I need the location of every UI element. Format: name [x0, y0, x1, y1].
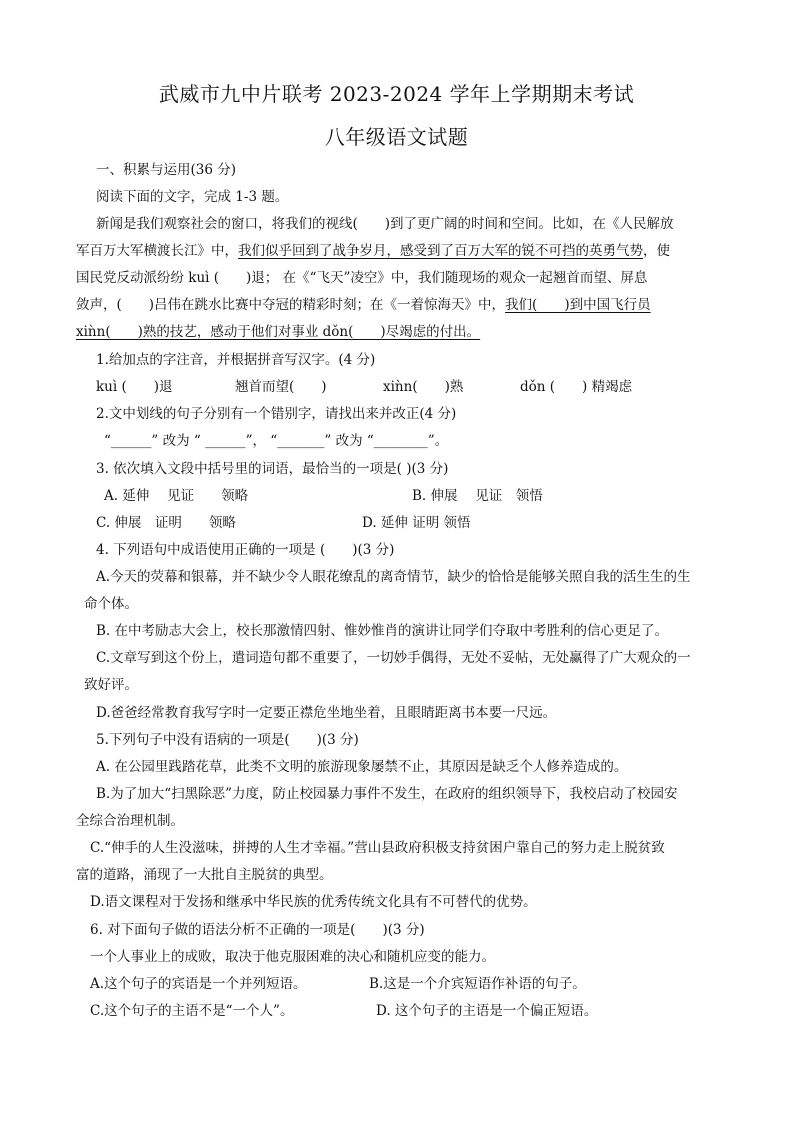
passage-text: 军百万大军横渡长江》中，	[76, 243, 238, 259]
question-3-option-d: D. 延伸 证明 领悟	[362, 515, 471, 531]
question-6-option-b: B.这是一个介宾短语作补语的句子。	[369, 976, 586, 992]
section-instruction: 阅读下面的文字，完成 1-3 题。	[96, 189, 289, 205]
question-3-option-b: B. 伸展 见证 领悟	[412, 488, 543, 504]
question-5-option-d: D.语文课程对于发扬和继承中华民族的优秀传统文化具有不可替代的优势。	[90, 894, 537, 910]
question-5-stem: 5.下列句子中没有语病的一项是( )(3 分)	[96, 732, 359, 748]
question-6-option-a: A.这个句子的宾语是一个并列短语。	[90, 976, 307, 992]
question-5-option-c-cont: 富的道路，涌现了一大批自主脱贫的典型。	[76, 867, 333, 883]
passage-line-5: xiǹn( )熟的技艺，感动于他们对事业 dǒn( )尽竭虑的付出。	[76, 324, 481, 340]
exam-title: 武威市九中片联考 2023-2024 学年上学期期末考试	[158, 82, 635, 106]
question-1-stem: 1.给加点的字注音，并根据拼音写汉字。(4 分)	[96, 352, 376, 368]
question-1-item: 翘首而望( )	[235, 379, 327, 395]
passage-text: 敛声，( )吕伟在跳水比赛中夺冠的精彩时刻；在《一着惊海天》中，	[76, 297, 506, 313]
question-6-option-c: C.这个句子的主语不是“一个人”。	[90, 1003, 294, 1019]
question-3-option-c: C. 伸展 证明 领略	[96, 515, 236, 531]
question-6-sentence: 一个人事业上的成败，取决于他克服困难的决心和随机应变的能力。	[90, 949, 495, 965]
question-4-option-d: D.爸爸经常教育我写字时一定要正襟危坐地坐着，且眼睛距离书本要一尺远。	[96, 705, 557, 721]
question-3-stem: 3. 依次填入文段中括号里的词语，最恰当的一项是( )(3 分)	[96, 461, 449, 477]
question-4-option-c-cont: 致好评。	[84, 677, 138, 693]
question-4-option-a-cont: 命个体。	[84, 596, 138, 612]
passage-text: ，使	[643, 243, 670, 259]
passage-line-4	[76, 295, 651, 315]
question-5-option-b: B.为了加大“扫黑除恶”力度，防止校园暴力事件不发生，在政府的组织领导下，我校启动了校园安	[96, 786, 678, 802]
question-2-answer-line: “______” 改为 “ ______”， “_______” 改为 “________”。	[104, 433, 449, 449]
question-1-item: xiǹn( )熟	[383, 379, 464, 395]
question-2-stem: 2.文中划线的句子分别有一个错别字，请找出来并改正(4 分)	[96, 406, 457, 422]
question-4-option-c: C.文章写到这个份上，遣词造句都不重要了，一切妙手偶得，无处不妥帖，无处赢得了广大观众的一	[96, 650, 691, 666]
question-1-item: dǒn ( ) 精竭虑	[520, 379, 633, 395]
underlined-sentence-2: 我们( )到中国飞行员	[505, 297, 651, 313]
question-4-option-a: A.今天的荧幕和银幕，并不缺少令人眼花缭乱的离奇情节，缺少的恰恰是能够关照自我的活生生的生	[96, 569, 691, 585]
question-4-stem: 4. 下列语句中成语使用正确的一项是 ( )(3 分)	[96, 542, 395, 558]
question-5-option-b-cont: 全综合治理机制。	[76, 813, 184, 829]
question-5-option-c: C.“伸手的人生没滋味，拼搏的人生才幸福。”营山县政府积极支持贫困户靠自己的努力走上脱贫致	[90, 840, 665, 856]
exam-subtitle: 八年级语文试题	[324, 125, 469, 149]
question-6-stem: 6. 对下面句子做的语法分析不正确的一项是( )(3 分)	[90, 922, 425, 938]
question-1-item: kuì ( )退	[96, 379, 173, 395]
passage-line-3: 国民党反动派纷纷 kuì ( )退； 在《“飞天”凌空》中，我们随现场的观众一起翘首而望、屏息	[76, 270, 648, 286]
section-heading: 一、积累与运用(36 分)	[96, 162, 237, 178]
passage-line-1: 新闻是我们观察社会的窗口，将我们的视线( )到了更广阔的时间和空间。比如，在《人民解放	[96, 216, 674, 232]
question-4-option-b: B. 在中考励志大会上，校长那激情四射、惟妙惟肖的演讲让同学们夺取中考胜利的信心更足了。	[96, 623, 669, 639]
passage-line-2	[76, 241, 670, 261]
question-6-option-d: D. 这个句子的主语是一个偏正短语。	[376, 1003, 598, 1019]
question-3-option-a: A. 延伸 见证 领略	[104, 488, 249, 504]
underlined-sentence-1: 我们似乎回到了战争岁月，感受到了百万大军的锐不可挡的英勇气势	[238, 243, 643, 259]
question-5-option-a: A. 在公园里践踏花草，此类不文明的旅游现象屡禁不止，其原因是缺乏个人修养造成的。	[96, 759, 628, 775]
